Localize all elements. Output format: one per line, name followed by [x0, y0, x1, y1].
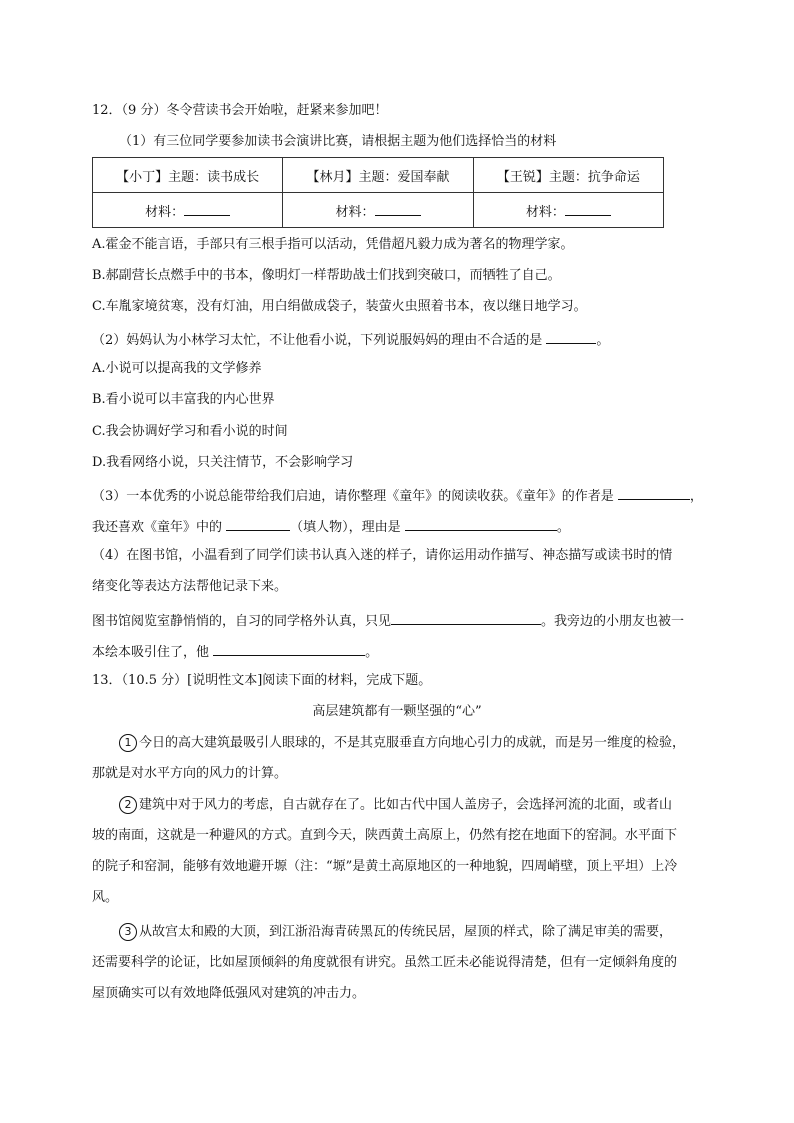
paragraph-number-3: 3 — [119, 923, 137, 941]
paragraph-3-line1: 3 从故宫太和殿的大顶，到江浙沿海青砖黑瓦的传统民居，屋顶的样式，除了满足审美的需要， — [119, 923, 672, 942]
reason-blank[interactable] — [405, 516, 557, 531]
part2-option-c: C.我会协调好学习和看小说的时间 — [92, 424, 288, 439]
option-b: B.郝副营长点燃手中的书本，像明灯一样帮助战士们找到突破口，而牺牲了自己。 — [92, 268, 561, 283]
theme-linyue: 【林月】主题：爱国奉献 — [283, 158, 473, 193]
paragraph-2-line1: 2 建筑中对于风力的考虑，自古就存在了。比如古代中国人盖房子，会选择河流的北面，或者山 — [119, 796, 672, 815]
material-label: 材料： — [335, 204, 375, 220]
part2-option-a: A.小说可以提高我的文学修养 — [92, 361, 262, 376]
description-blank-1[interactable] — [391, 610, 541, 625]
material-blank-1[interactable] — [184, 201, 230, 216]
paragraph-number-1: 1 — [119, 734, 137, 752]
character-blank[interactable] — [226, 516, 290, 531]
q12-part2-prompt: （2）妈妈认为小林学习太忙，不让他看小说，下列说服妈妈的理由不合适的是 。 — [92, 329, 609, 350]
paragraph-2-line3: 的院子和窑洞，能够有效地避开塬（注：“塬”是黄土高原地区的一种地貌，四周峭壁，顶上平坦）上冷 — [92, 859, 678, 874]
q12-part4-line4: 本绘本吸引住了，他 。 — [92, 641, 378, 662]
material-cell-2[interactable] — [283, 193, 473, 228]
q12-part1-prompt: （1）有三位同学要参加读书会演讲比赛，请根据主题为他们选择恰当的材料 — [119, 134, 557, 149]
paragraph-2-line4: 风。 — [92, 890, 119, 905]
material-label: 材料： — [525, 204, 565, 220]
article-title: 高层建筑都有一颗坚强的“心” — [312, 704, 482, 719]
material-cell-1[interactable] — [93, 193, 283, 228]
option-c: C.车胤家境贫寒，没有灯油，用白绢做成袋子，装萤火虫照着书本，夜以继日地学习。 — [92, 299, 587, 314]
material-blank-2[interactable] — [375, 201, 421, 216]
q12-part4-line2: 绪变化等表达方法帮他记录下来。 — [92, 579, 288, 594]
material-table — [92, 157, 664, 228]
q12-part3-line2: 我还喜欢《童年》中的 （填人物），理由是 。 — [92, 516, 570, 537]
material-label: 材料： — [145, 204, 185, 220]
q13-header: 13．（10.5 分）[说明性文本]阅读下面的材料，完成下题。 — [92, 673, 432, 688]
description-blank-2[interactable] — [213, 641, 365, 656]
paragraph-2-line2: 坡的南面，这就是一种避风的方式。直到今天，陕西黄土高原上，仍然有挖在地面下的窑洞。水平面下 — [92, 828, 678, 843]
part2-option-d: D.我看网络小说，只关注情节，不会影响学习 — [92, 455, 354, 470]
paragraph-3-line2: 还需要科学的论证，比如屋顶倾斜的角度就很有讲究。虽然工匠未必能说得清楚，但有一定倾斜角度的 — [92, 955, 678, 970]
paragraph-1-line2: 那就是对水平方向的风力的计算。 — [92, 766, 288, 781]
q12-part4-line1: （4）在图书馆，小温看到了同学们读书认真入迷的样子，请你运用动作描写、神态描写或读书时的情 — [92, 548, 673, 563]
q12-part4-line3: 图书馆阅览室静悄悄的，自习的同学格外认真，只见 。我旁边的小朋友也被一 — [92, 610, 684, 631]
material-blank-3[interactable] — [565, 201, 611, 216]
part2-answer-blank[interactable] — [546, 329, 596, 344]
author-blank[interactable] — [618, 485, 690, 500]
paragraph-1-line1: 1 今日的高大建筑最吸引人眼球的，不是其克服垂直方向地心引力的成就，而是另一维度的检验， — [119, 734, 685, 753]
paragraph-number-2: 2 — [119, 796, 137, 814]
option-a: A.霍金不能言语，手部只有三根手指可以活动，凭借超凡毅力成为著名的物理学家。 — [92, 237, 574, 252]
q12-header: 12．（9 分）冬令营读书会开始啦，赶紧来参加吧！ — [92, 103, 388, 118]
q12-part3-line1: （3）一本优秀的小说总能带给我们启迪，请你整理《童年》的阅读收获。《童年》的作者是 ， — [92, 485, 703, 506]
material-cell-3[interactable] — [473, 193, 663, 228]
paragraph-3-line3: 屋顶确实可以有效地降低强风对建筑的冲击力。 — [92, 986, 366, 1001]
theme-wangrui: 【王锐】主题：抗争命运 — [473, 158, 663, 193]
part2-option-b: B.看小说可以丰富我的内心世界 — [92, 392, 275, 407]
theme-xiaoding: 【小丁】主题：读书成长 — [93, 158, 283, 193]
